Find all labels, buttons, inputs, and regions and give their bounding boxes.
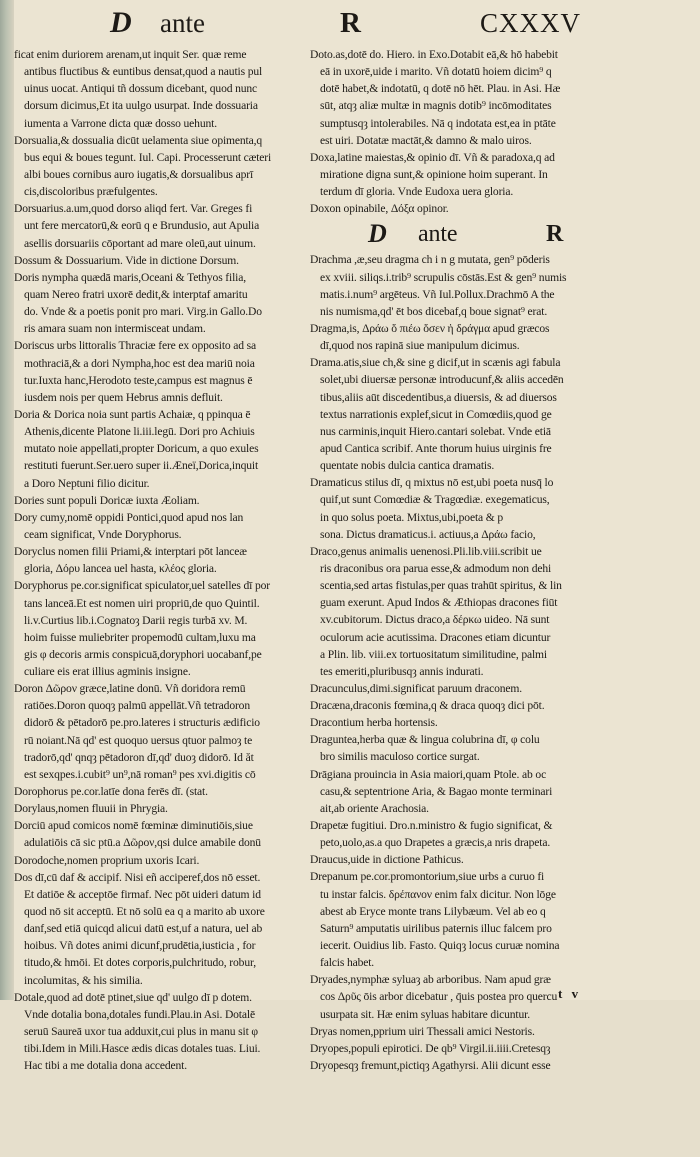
text-line: Dryades,nymphæ syluaȝ ab arboribus. Nam apud græ [310,973,551,987]
text-line: Athenis,dicente Platone li.iii.legū. Dori pro Achiuis [24,425,255,439]
text-line: Dorciū apud comicos nomē fœminæ diminutiōis,siue [14,819,253,833]
text-line: xv.cubitorum. Dictus draco,a δέρκω uideo. Nā sunt [320,613,550,627]
text-line: tibus,aliis aūt discedentibus,a diuersis, & ad diuersos [320,390,557,404]
text-line: tibi.Idem in Mili.Hasce ædis dicas dotales tuas. Liui. [24,1042,261,1056]
text-line: est sexqpes.i.cubit⁹ un⁹,nā roman⁹ pes xvi.digitis cō [24,767,256,781]
text-line: Saturn⁹ amputatis uirilibus paternis illuc falcem pro [320,921,552,935]
text-line: usurpata sit. Hæ enim syluas habitare dicuntur. [320,1007,530,1021]
text-line: titudo,& hmōi. Et dotes corporis,pulchritudo, robur, [24,956,256,970]
text-line: nis numisma,qd' ēt bos dicebaf,q boue signat⁹ erat. [320,304,548,318]
text-line: iumenta a Varrone dicta quæ dosso uehunt. [24,116,217,130]
text-line: bus equi & boues tegunt. Iul. Capi. Processerunt cæteri [24,150,272,164]
text-line: scentia,sed artas fistulas,per quas trahūt spiritus, & lin [320,579,562,593]
text-line: ficat enim duriorem arenam,ut inquit Ser. quæ reme [14,48,247,61]
page-number: CXXXV [480,8,582,38]
text-line: Draco,genus animalis uenenosi.Pli.lib.viii.scribit ue [310,544,542,558]
text-line: Dorophorus pe.cor.latīe dona ferēs dī. (stat. [14,785,208,799]
text-line: do. Vnde & a poetis ponit pro mari. Virg.in Gallo.Do [24,305,262,319]
signature-mark: t v [558,986,582,1001]
text-line: restituti fuerunt.Ser.uero super ii.Æneï,Dorica,inquit [24,459,259,473]
text-line: Doryphorus pe.cor.significat spiculator,uel satelles dī por [14,579,270,593]
right-column [310,46,610,1074]
text-line: Dracæna,draconis fœmina,q & draca quoqȝ dici pōt. [310,699,545,713]
text-line: Dories sunt populi Doricæ iuxta Æoliam. [14,493,200,507]
text-line: quentate nobis dulcia cantica dramatis. [320,459,495,473]
text-line: gloria, Δόρυ lancea uel hasta, κλέος gloria. [24,562,217,576]
text-line: Drapetæ fugitiui. Dro.n.ministro & fugio significat, & [310,819,553,833]
text-line: Doriscus urbs littoralis Thraciæ fere ex opposito ad sa [14,339,257,353]
text-line: tur.Iuxta hanc,Herodoto teste,campus est magnus ē [24,373,253,387]
text-line: quod nō sit acceptū. Et nō solū ea q a marito ab uxore [24,905,265,919]
text-line: tes emeriti,pluribusqȝ annis indurati. [320,664,484,678]
text-line: hoibus. Vñ dotes animi dicunf,prudētia,iusticia , for [24,939,256,953]
text-line: Doxon opinabile, Δόξα opinor. [310,202,449,216]
text-line: dorsum dicimus,Et ita uulgo usurpat. Inde dossuaria [24,99,258,113]
text-line: Doxa,latine maiestas,& opinio dī. Vñ & paradoxa,q ad [310,150,555,164]
text-line: Dryas nomen,pprium uiri Thessali amici Nestoris. [310,1024,535,1038]
text-line: a Plin. lib. viii.ex tortuositatum similitudine, palmi [320,647,547,661]
text-line: textus narrationis explef,sicut in Comœdiis,quod ge [320,407,552,421]
text-line: ex xviii. siliqs.i.trib⁹ scrupulis cōstās.Est & gen⁹ numis [320,270,567,284]
text-line: Hac tibi a me dotalia dona accedent. [24,1059,187,1073]
text-line: Doto.as,dotē do. Hiero. in Exo.Dotabit eā,& hō habebit [310,48,558,61]
text-line: sona. Dictus dramaticus.i. actiuus,a Δράω facio, [320,527,536,541]
text-line: solet,ubi diuersæ personæ introducunf,& aliis accedēn [320,373,564,387]
text-line: Dos dī,cū daf & accipif. Nisi eñ acciperef,dos nō esset. [14,870,261,884]
text-line: a Doro Neptuni filio dicitur. [24,476,150,490]
text-line: danf,sed etiā quicqd alicui datū est,uf a natura, uel ab [24,922,263,936]
right-column-top-text [310,46,610,217]
text-line: quif,ut sunt Comœdiæ & Tragœdiæ. exegematicus, [320,493,550,507]
text-line: gis φ decoris armis conspicuā,doryphori uocabanf,pe [24,647,262,661]
right-column-bottom-text [310,251,610,1074]
text-line: li.v.Curtius lib.i.Cognatoȝ Darii regis turbā xv. M. [24,613,248,627]
text-line: matis.i.num⁹ argēteus. Vñ Iul.Pollux.Drachmō A the [320,287,555,301]
text-line: tans lanceā.Et est nomen uiri propriū,de quo Quintil. [24,596,260,610]
text-line: Drama.atis,siue ch,& sine g dicif,ut in scænis agi fabula [310,356,561,370]
text-line: miratione digna sunt,& opinione hoim superant. In [320,167,548,181]
text-line: Drepanum pe.cor.promontorium,siue urbs a curuo fi [310,870,545,884]
text-line: Dorsualia,& dossualia dicūt uelamenta siue opimenta,q [14,133,263,147]
text-line: seruū Saureā uxor tua adduxit,cui plus in manu sit φ [24,1025,258,1039]
running-head-initial: D [110,6,132,39]
text-line: peto,uolo,as.a quo Drapetes a græcis,a nris drapeta. [320,836,551,850]
text-line: didorō & pētadorō pe.pro.lateres i structuris ædificio [24,716,260,730]
text-line: ris amara suam non intermisceat undam. [24,322,206,336]
text-line: Dracunculus,dimi.significat paruum draconem. [310,681,523,695]
text-line: Dramaticus stilus dī, q mixtus nō est,ubi poeta nusq̄ lo [310,476,554,490]
text-line: ratiōes.Doron quoqȝ palmū appellāt.Vñ tetradoron [24,699,250,713]
text-line: Dotale,quod ad dotē ptinet,siue qd' uulgo dī p dotem. [14,990,252,1004]
text-line: dī,quod nos rapinā siue manipulum dicimus. [320,339,520,353]
section-heading-ante: ante [418,221,458,248]
text-line: albi boues cornibus auro iugatis,& dorsualibus aprī [24,167,254,181]
text-line: sūt, atqȝ aliæ multæ in magnis dotib⁹ incōmoditates [320,99,552,113]
text-line: Drachma ,æ,seu dragma ch i n g mutata, gen⁹ pōderis [310,253,550,267]
text-line: adulatiōis cā sic ptū.a Δῶρον,qsi dulce amabile donū [24,836,261,850]
text-line: tradorō,qd' qnqȝ pētadoron dī,qd' duoȝ didorō. Id ăt [24,750,254,764]
running-head-ante: ante [160,8,205,38]
section-heading [310,217,610,251]
text-line: est uiri. Dotatæ mactāt,& damno & malo uiros. [320,133,532,147]
text-line: in quo solus poeta. Mixtus,ubi,poeta & p [320,510,504,524]
text-line: Dorodoche,nomen proprium uxoris Icari. [14,853,200,867]
text-line: rū noiant.Nā qd' est quoquo uersus qtuor palmoȝ te [24,733,253,747]
text-line: ceam significat, Vnde Doryphorus. [24,527,182,541]
text-line: sumptusqȝ intolerabiles. Nā q indotata est,ea in ptāte [320,116,556,130]
text-line: Doryclus nomen filii Priami,& interptari pōt lanceæ [14,545,247,559]
text-line: Drāgiana prouincia in Asia maiori,quam Ptole. ab oc [310,767,547,781]
text-line: Dossum & Dossuarium. Vide in dictione Dorsum. [14,253,239,267]
text-line: dotē habet,& indotatū, q dotē nō hēt. Plau. in Asi. Hæ [320,82,561,96]
text-line: casu,& septentrione Aria, & Bagao monte terminari [320,784,553,798]
text-line: Draguntea,herba quæ & lingua colubrina dī, φ colu [310,733,540,747]
text-line: asellis dorsuariis cōportant ad mare oleū,aut uinum. [24,236,256,250]
text-line: bro similis maculoso cortice surgat. [320,750,480,764]
text-line: Doris nympha quædā maris,Oceani & Tethyos filia, [14,270,246,284]
text-line: Dragma,is, Δράω ὅ πιέω ὅσεν ἡ δράγμα apud græcos [310,321,550,335]
running-head-second-letter: R [340,7,361,39]
text-line: Dorsuarius.a.um,quod dorso aliqd fert. Var. Greges fi [14,202,253,216]
text-line: uinus uocat. Antiqui tñ dossum dicebant, quod nunc [24,82,258,96]
section-heading-initial: D [368,219,387,249]
text-line: antibus fluctibus & euntibus densat,quod a nautis pul [24,65,263,79]
left-column [14,46,300,1074]
text-line: Dryopes,populi epirotici. De qb⁹ Virgil.ii.iiii.Cretesqȝ [310,1041,551,1055]
text-line: Dory cumy,nomē oppidi Pontici,quod apud nos lan [14,510,244,524]
text-line: unt fere mercatorū,& eorū q e Brundusio, aut Apulia [24,219,260,233]
text-line: eā in uxorē,uide i marito. Vñ dotatū hoiem dicim⁹ q [320,65,552,79]
text-line: Et datiōe & acceptōe firmaf. Nec pōt uideri datum id [24,887,261,901]
section-heading-second-letter: R [546,221,564,248]
text-line: tu instar falcis. δρέπανον enim falx dicitur. Non lōge [320,887,556,901]
text-line: cos Δρῦς ōis arbor dicebatur , q̄uis postea pro quercu [320,990,558,1004]
text-line: falcis habet. [320,956,375,970]
text-line: mothraciā,& a dori Nympha,hoc est dea mariū noia [24,356,255,370]
text-line: hoim fuisse muliebriter propemodū cultam,luxu ma [24,630,256,644]
text-line: mutato noie appellati,propter Doricum, a quo exules [24,442,259,456]
text-line: terdum dī gloria. Vnde Eudoxa uera gloria. [320,185,514,199]
text-line: nus carminis,inquit Hiero.cantari solebat. Vnde etiā [320,424,551,438]
text-line: Draucus,uide in dictione Pathicus. [310,853,464,867]
text-line: Doria & Dorica noia sunt partis Achaiæ, q ppinqua ē [14,407,251,421]
text-line: incolumitas, & his similia. [24,973,143,987]
text-line: iecerit. Ouidius lib. Fasto. Quiqȝ locus curuæ nomina [320,939,560,953]
text-line: Dracontium herba hortensis. [310,716,438,730]
binding-gutter [0,0,14,1157]
text-line: quam Nereo fratri uxorē dedit,& interptaf amaritu [24,287,248,301]
text-line: apud Cantica scribif. Ante thorum huius uirginis fre [320,441,552,455]
text-line: ris draconibus ora parua esse,& admodum non dehi [320,561,552,575]
text-line: Doron Δῶρον græce,latine donū. Vñ doridora remū [14,682,246,696]
text-line: iusdem nois per quem Hebrus amnis defluit. [24,390,223,404]
text-line: Dryopesqȝ fremunt,pictiqȝ Agathyrsi. Alii dicunt esse [310,1059,551,1073]
text-line: cis,discoloribus præfulgentes. [24,185,158,199]
text-line: abest ab Eryce monte trans Lilybæum. Vel ab eo q [320,904,546,918]
text-line: Vnde dotalia bona,dotales fundi.Plau.in Asi. Dotalē [24,1007,255,1021]
text-line: ait,ab oriente Arachosia. [320,801,429,815]
text-line: guam exerunt. Apud Indos & Æthiopas dracones fiūt [320,596,558,610]
text-line: Dorylaus,nomen fluuii in Phrygia. [14,802,168,816]
text-line: oculorum acie acutissima. Dracones etiam dicuntur [320,630,551,644]
text-line: culiare eis erat illius agminis insigne. [24,665,191,679]
